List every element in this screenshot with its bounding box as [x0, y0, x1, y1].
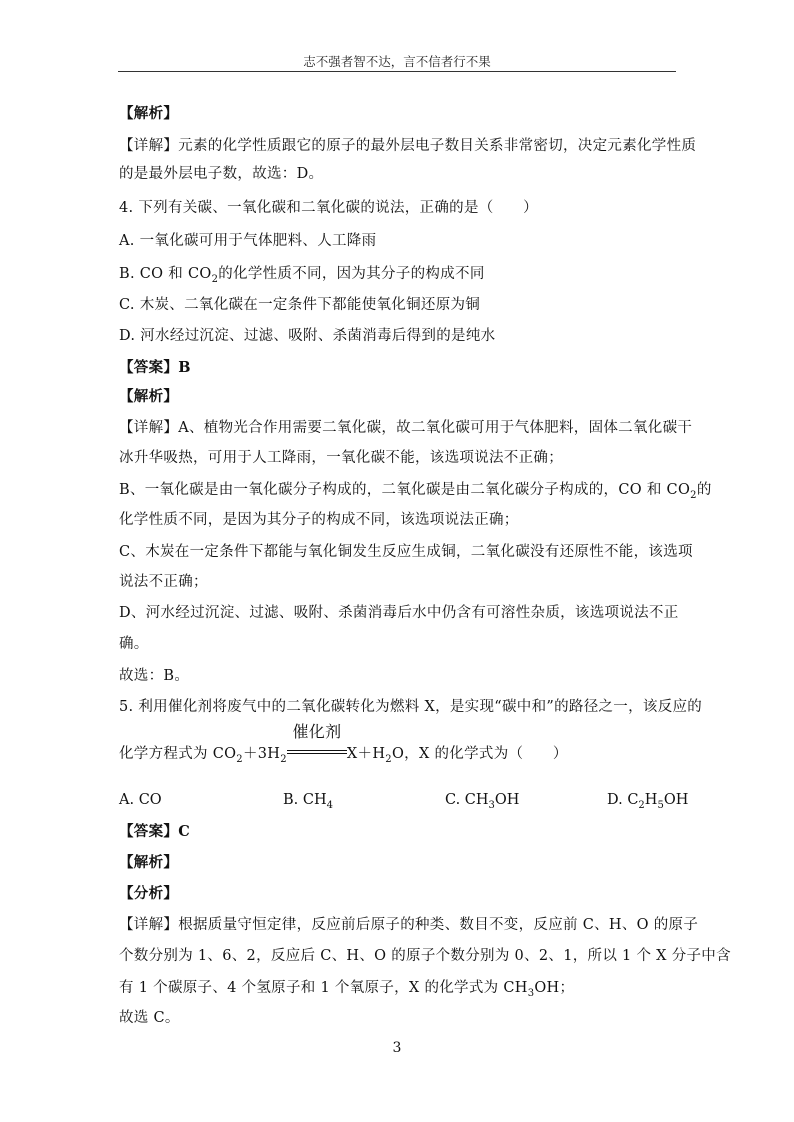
subscript: 2 [638, 799, 645, 811]
q5-option-a: A. CO [119, 792, 162, 808]
subscript: 2 [211, 273, 219, 285]
q4-detail-line: 说法不正确； [119, 574, 208, 590]
page-number: 3 [392, 1040, 402, 1056]
q5-detail-line: 【详解】根据质量守恒定律，反应前后原子的种类、数目不变，反应前 C、H、O 的原子 [119, 917, 699, 933]
detail-line: 的是最外层电子数，故选：D。 [119, 166, 324, 182]
q5-analysis-label: 【解析】 [119, 854, 179, 871]
q5-option-c-part: C. CH [445, 792, 489, 808]
subscript: 3 [488, 799, 495, 811]
q5-option-d-part: OH [663, 792, 689, 808]
q5-fenxi-label: 【分析】 [119, 885, 179, 902]
detail-line: 【详解】元素的化学性质跟它的原子的最外层电子数目关系非常密切，决定元素化学性质 [119, 138, 697, 154]
q4-detail-line [119, 480, 712, 500]
q4-option-b-part: B. CO 和 CO [119, 266, 212, 282]
q5-option-b-part: B. CH [283, 792, 327, 808]
q4-stem: 4. 下列有关碳、一氧化碳和二氧化碳的说法，正确的是（ ） [119, 200, 538, 216]
q4-detail-line: 确。 [119, 636, 149, 652]
q5-stem-part: O，X 的化学式为（ ） [391, 746, 568, 762]
q4-answer: 【答案】B [119, 359, 191, 376]
q4-detail-part: B、一氧化碳是由一氧化碳分子构成的，二氧化碳是由二氧化碳分子构成的，CO 和 CO [119, 482, 691, 498]
reaction-condition: 催化剂 [292, 722, 342, 741]
q5-stem-line2 [119, 722, 568, 765]
q5-stem-part: ＋3H [242, 746, 281, 762]
q5-option-b [283, 792, 333, 811]
q4-detail-line: D、河水经过沉淀、过滤、吸附、杀菌消毒后水中仍含有可溶性杂质，该选项说法不正 [119, 605, 679, 621]
subscript: 3 [527, 987, 535, 999]
subscript: 2 [236, 753, 243, 765]
q5-option-d [607, 792, 689, 811]
subscript: 5 [657, 799, 664, 811]
equals-line-top [287, 750, 347, 751]
subscript: 2 [385, 753, 392, 765]
q4-detail-part: 的 [696, 482, 712, 498]
q4-analysis-label: 【解析】 [119, 388, 179, 405]
q4-option-d: D. 河水经过沉淀、过滤、吸附、杀菌消毒后得到的是纯水 [119, 328, 496, 344]
q4-option-a: A. 一氧化碳可用于气体肥料、人工降雨 [119, 233, 377, 249]
q5-stem-part: 化学方程式为 CO [119, 746, 237, 762]
q4-option-b [119, 264, 485, 284]
equals-line-bottom [287, 753, 347, 754]
subscript: 4 [326, 799, 333, 811]
q5-stem-part: X＋H [346, 746, 386, 762]
reaction-arrow [287, 722, 347, 764]
page-header-motto: 志不强者智不达，言不信者行不果 [303, 54, 491, 69]
q4-option-b-part: 的化学性质不同，因为其分子的构成不同 [218, 266, 485, 282]
q5-stem-line1: 5. 利用催化剂将废气中的二氧化碳转化为燃料 X，是实现“碳中和”的路径之一，该反应的 [119, 699, 703, 715]
q5-options [119, 792, 689, 812]
q5-detail-line: 个数分别为 1、6、2，反应后 C、H、O 的原子个数分别为 0、2、1，所以 1 个 X 分子中含 [119, 948, 731, 964]
subscript: 2 [280, 753, 287, 765]
q5-option-c-part: OH [494, 792, 520, 808]
analysis-label: 【解析】 [119, 105, 179, 122]
subscript: 2 [690, 489, 697, 501]
q4-option-c: C. 木炭、二氧化碳在一定条件下都能使氧化铜还原为铜 [119, 297, 481, 313]
q5-choice: 故选 C。 [119, 1010, 180, 1026]
q5-option-c [445, 792, 520, 811]
q5-detail-part: OH； [534, 980, 575, 996]
q4-detail-line: 化学性质不同，是因为其分子的构成不同，该选项说法正确； [119, 512, 519, 528]
header-divider [118, 71, 676, 72]
q4-choice: 故选：B。 [119, 668, 190, 684]
q5-answer: 【答案】C [119, 823, 191, 840]
q4-detail-line: 冰升华吸热，可用于人工降雨，一氧化碳不能，该选项说法不正确； [119, 450, 563, 466]
q5-option-d-part: D. C [607, 792, 639, 808]
q5-detail-line [119, 978, 574, 998]
q5-option-d-part: H [644, 792, 658, 808]
q4-detail-line: C、木炭在一定条件下都能与氧化铜发生反应生成铜，二氧化碳没有还原性不能，该选项 [119, 544, 693, 560]
q4-detail-line: 【详解】A、植物光合作用需要二氧化碳，故二氧化碳可用于气体肥料，固体二氧化碳干 [119, 420, 693, 436]
q5-detail-part: 有 1 个碳原子、4 个氢原子和 1 个氧原子，X 的化学式为 CH [119, 980, 528, 996]
